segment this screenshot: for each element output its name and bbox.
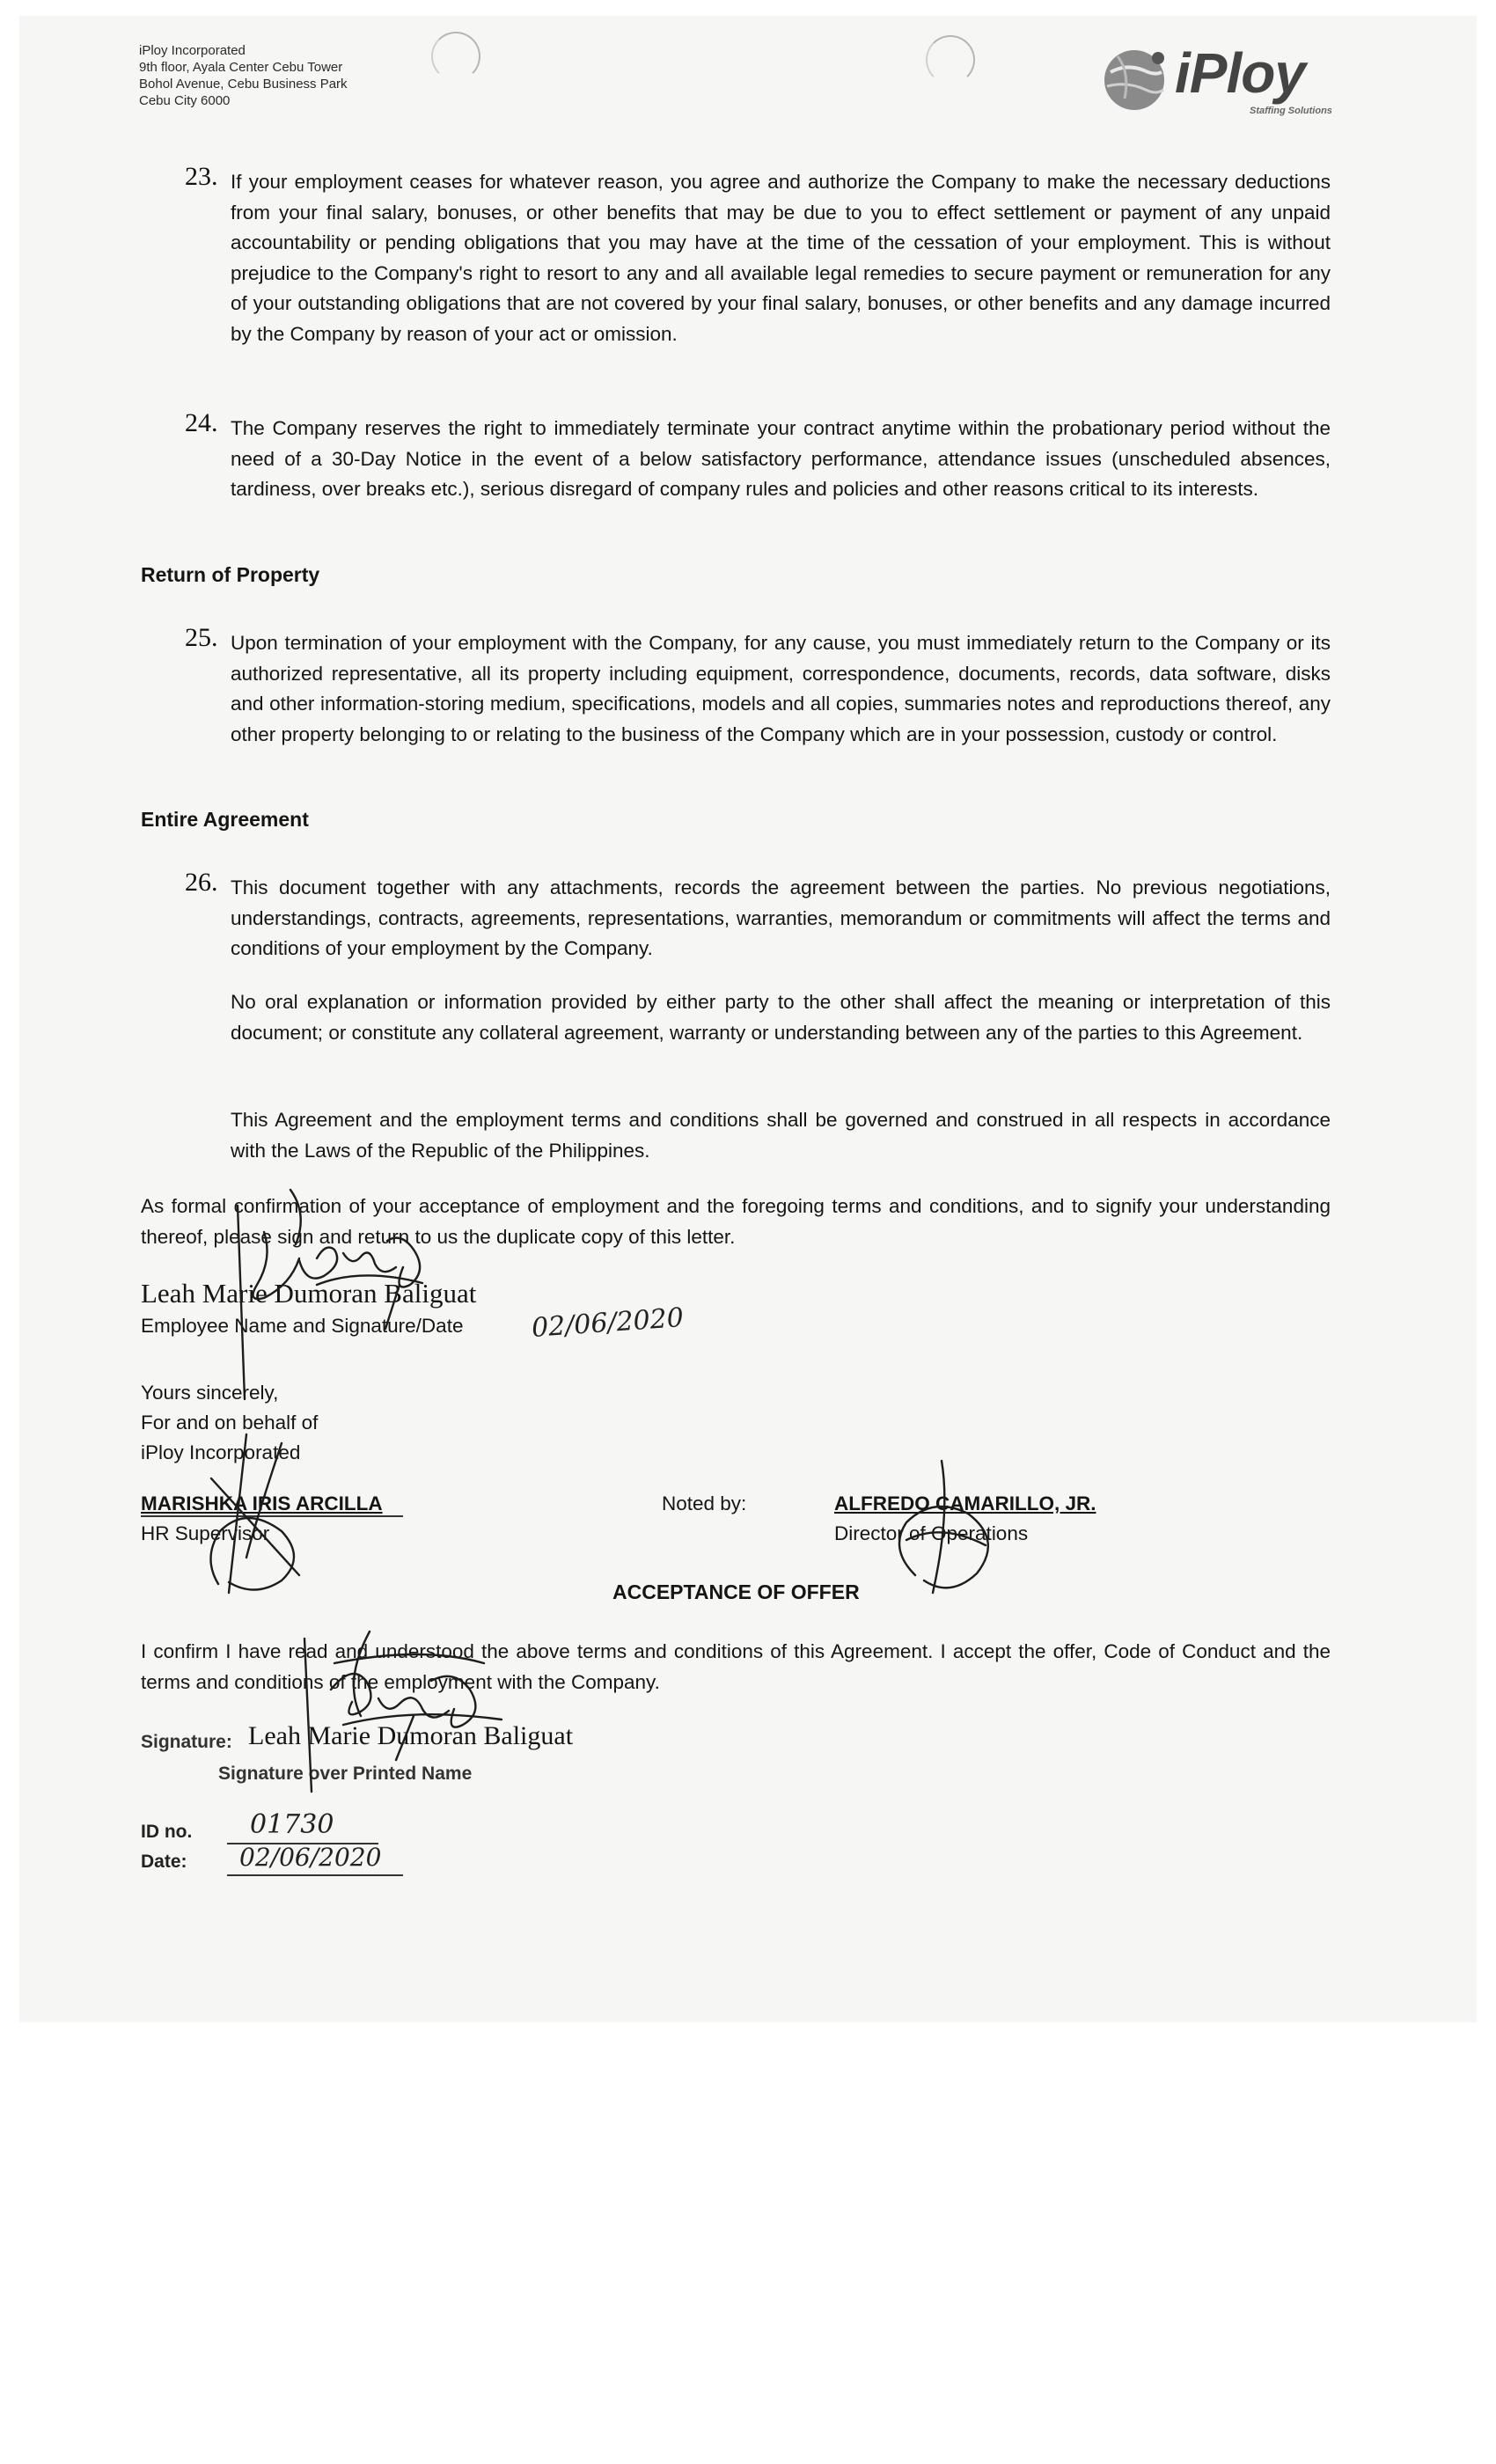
logo-wordmark: iPloy [1175,41,1305,105]
date-value: 02/06/2020 [239,1843,382,1872]
confirm-paragraph: I confirm I have read and understood the above terms and conditions of this Agreement. I accept the offer, Code of Conduct and the terms and conditions of the employment with the Company. [141,1640,1331,1693]
noted-by-label: Noted by: [662,1492,747,1514]
no-oral-paragraph: No oral explanation or information provided by either party to the other shall affect the meaning or interpretation of this document; or constitute any collateral agreement, warranty or understanding between any of the parties to this Agreement. [231,991,1331,1044]
hr-name: MARISHKA IRIS ARCILLA [141,1492,383,1514]
signature-caption: Signature over Printed Name [218,1764,473,1784]
acceptance-printed-name: Leah Marie Dumoran Baliguat [248,1721,574,1750]
employee-handwritten-date: 02/06/2020 [530,1302,685,1344]
clause-23-text: If your employment ceases for whatever reason, you agree and authorize the Company to make the necessary deductions from your final salary, bonuses, or other benefits that may be due to you to effect settlement or payment of any unpaid accountability or pending obligations that you may have at the time of the cessation of your employment. This is without prejudice to the Company's right to resort to any and all available legal remedies to secure payment or remuneration for any of your outstanding obligations that are not covered by your final salary, bonuses, or other benefits and any damage incurred by the Company by reason of your act or omission. [231,171,1331,345]
formal-confirmation-paragraph: As formal confirmation of your acceptance of employment and the foregoing terms and conditions, and to signify your understanding thereof, please sign and return to us the duplicate copy of this letter. [141,1195,1331,1248]
employee-signature [211,1179,493,1408]
address-line-1: 9th floor, Ayala Center Cebu Tower [139,60,343,75]
hr-signature [194,1426,334,1602]
signature-label: Signature: [141,1732,232,1752]
id-value: 01730 [250,1809,334,1840]
company-address-block [139,42,348,109]
date-underline [227,1874,403,1876]
closing-line-3: iPloy Incorporated [141,1441,301,1463]
clause-24-number: 24. [185,408,218,437]
hr-title: HR Supervisor [141,1522,270,1544]
director-signature [880,1443,1021,1602]
address-line-3: Cebu City 6000 [139,93,231,108]
acceptance-signature [282,1628,563,1804]
governed-paragraph: This Agreement and the employment terms and conditions shall be governed and construed in all respects in accordance with the Laws of the Republic of the Philippines. [231,1109,1331,1162]
globe-icon [1100,46,1169,114]
clause-25-number: 25. [185,623,218,652]
date-label: Date: [141,1852,187,1872]
clause-26-text: This document together with any attachments, records the agreement between the parties. No previous negotiations, understandings, contracts, agreements, representations, warranties, memorandum or commitments will affect the terms and conditions of your employment by the Company. [231,876,1331,959]
punch-hole-left [431,32,480,81]
closing-line-1: Yours sincerely, [141,1382,279,1404]
employee-printed-name: Leah Marie Dumoran Baliguat [141,1278,477,1309]
heading-entire-agreement: Entire Agreement [141,808,309,831]
director-name: ALFREDO CAMARILLO, JR. [834,1492,1096,1514]
company-name: iPloy Incorporated [139,43,246,58]
clause-24-text: The Company reserves the right to immediately terminate your contract anytime within the probationary period without the need of a 30-Day Notice in the event of a below satisfactory performance, attendance issues (unscheduled absences, tardiness, over breaks etc.), serious disregard of company rules and policies and other reasons critical to its interests. [231,417,1331,500]
company-logo [1091,33,1332,121]
id-label: ID no. [141,1822,193,1842]
clause-25-text: Upon termination of your employment with the Company, for any cause, you must immediately return to the Company or its authorized representative, all its property including equipment, correspondence, documents, records, data software, disks and other information-storing medium, specifications, models and all copies, summaries notes and reproductions thereof, any other property belonging to or relating to the business of the Company which are in your possession, custody or control. [231,632,1331,745]
logo-tagline: Staffing Solutions [1250,106,1332,116]
heading-return-of-property: Return of Property [141,563,320,586]
clause-23-number: 23. [185,162,218,191]
clause-26-number: 26. [185,868,218,897]
punch-hole-right [926,35,975,84]
acceptance-heading: ACCEPTANCE OF OFFER [612,1580,860,1603]
closing-line-2: For and on behalf of [141,1412,319,1434]
address-line-2: Bohol Avenue, Cebu Business Park [139,77,348,92]
director-title: Director of Operations [834,1522,1029,1544]
employee-caption: Employee Name and Signature/Date [141,1315,464,1337]
